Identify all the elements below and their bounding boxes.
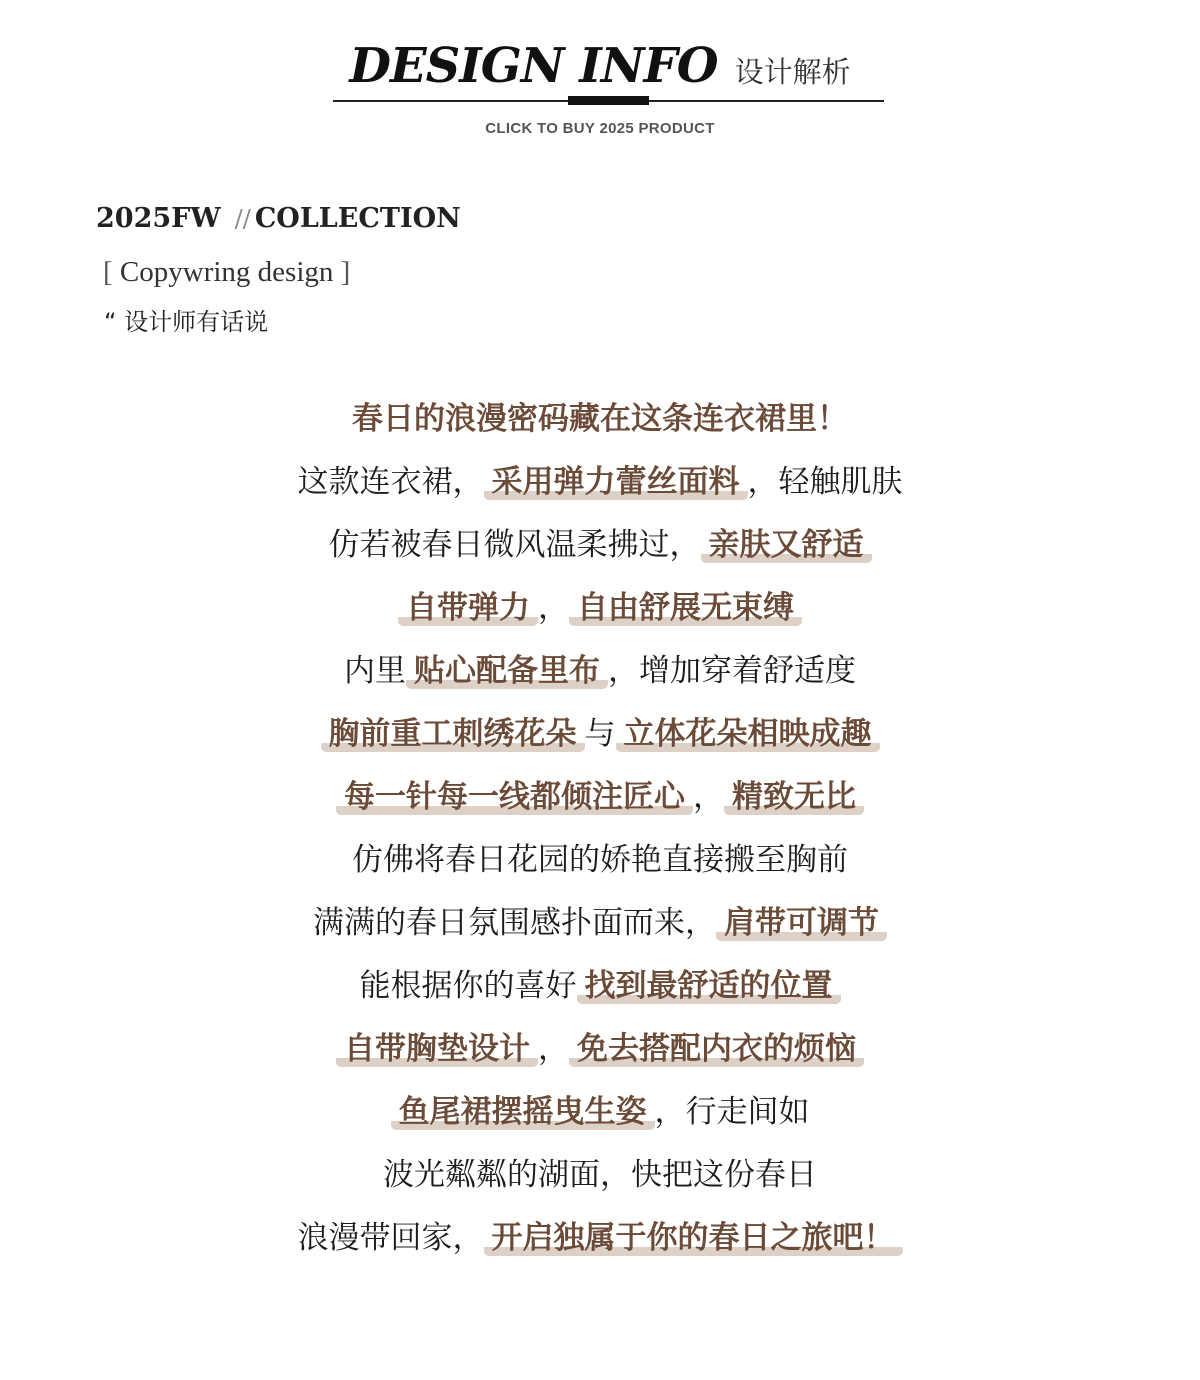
quote-mark: “ [104,308,117,336]
copy-text: 与 [584,716,616,752]
collection-separator: // [234,205,251,233]
highlight-text: 贴心配备里布 [406,653,608,689]
copy-line [0,388,1200,451]
title-accent-bar [568,96,649,105]
copy-text: 波光粼粼的湖面，快把这份春日 [383,1157,817,1193]
copywring-label [103,256,350,289]
copy-line [0,1018,1200,1081]
highlight-text: 开启独属于你的春日之旅吧！ [484,1220,903,1256]
buy-subtitle[interactable]: CLICK TO BUY 2025 PRODUCT [485,120,715,137]
highlight-text: 找到最舒适的位置 [577,968,841,1004]
copywring-text: Copywring design [119,256,334,288]
highlight-text: 肩带可调节 [716,905,887,941]
copy-text: 仿佛将春日花园的娇艳直接搬至胸前 [352,842,848,878]
copy-line [0,766,1200,829]
copy-line [0,577,1200,640]
copy-line [0,1207,1200,1270]
highlight-text: 每一针每一线都倾注匠心 [336,779,693,815]
highlight-text: 鱼尾裙摆摇曳生姿 [391,1094,655,1130]
copy-text: ， [693,779,724,815]
copy-line [0,1081,1200,1144]
product-copy [0,388,1200,1270]
copy-text: 浪漫带回家， [297,1220,484,1256]
title-row [0,38,1200,94]
copy-text: 能根据你的喜好 [359,968,577,1004]
copy-text: 春日的浪漫密码藏在这条连衣裙里！ [352,401,848,437]
title-english: DESIGN INFO [349,38,718,94]
copy-text: ， [538,1031,569,1067]
copy-text: 满满的春日氛围感扑面而来， [313,905,716,941]
copy-text: 内里 [344,653,406,689]
highlight-text: 自由舒展无束缚 [569,590,802,626]
copy-text: ， [538,590,569,626]
title-chinese: 设计解析 [734,55,851,89]
highlight-text: 胸前重工刺绣花朵 [321,716,585,752]
copy-text: 这款连衣裙， [297,464,484,500]
copy-text: ，行走间如 [654,1094,810,1130]
design-info-header [0,0,1200,150]
designer-says [104,302,268,337]
copy-text: ，轻触肌肤 [747,464,903,500]
copy-line [0,955,1200,1018]
highlight-text: 立体花朵相映成趣 [616,716,880,752]
designer-says-text: 设计师有话说 [124,308,269,336]
copy-text: 仿若被春日微风温柔拂过， [328,527,701,563]
highlight-text: 采用弹力蕾丝面料 [484,464,748,500]
highlight-text: 免去搭配内衣的烦恼 [569,1031,864,1067]
copy-line [0,451,1200,514]
copy-line [0,829,1200,892]
bracket-close: ] [340,256,351,288]
collection-season: 2025FW [96,203,221,234]
highlight-text: 精致无比 [724,779,864,815]
collection-name: COLLECTION [254,203,461,234]
highlight-text: 自带弹力 [398,590,538,626]
copy-line [0,514,1200,577]
bracket-open: [ [103,256,113,288]
highlight-text: 亲肤又舒适 [701,527,872,563]
highlight-text: 自带胸垫设计 [336,1031,538,1067]
collection-heading [96,203,461,234]
copy-line [0,892,1200,955]
copy-line [0,1144,1200,1207]
copy-line [0,703,1200,766]
copy-line [0,640,1200,703]
copy-text: ，增加穿着舒适度 [608,653,856,689]
